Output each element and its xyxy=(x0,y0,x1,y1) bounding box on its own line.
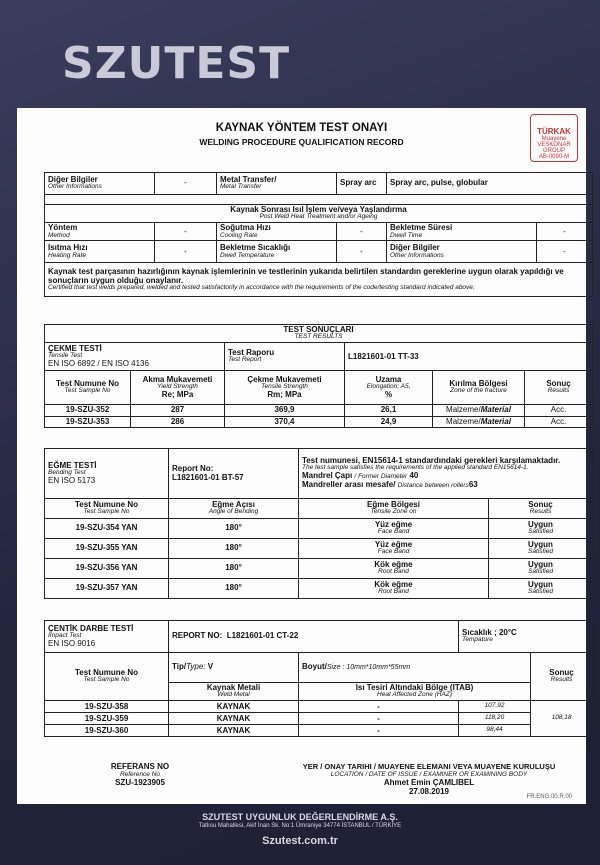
metal-transfer-label: Metal Transfer/ Metal Transfer xyxy=(217,173,337,195)
title-tr: KAYNAK YÖNTEM TEST ONAYI xyxy=(215,122,388,134)
document-code: FR.ENG.00.R.00 xyxy=(526,794,572,800)
impact-test-label: ÇENTİK DARBE TESTİ Impact Test EN ISO 9016 xyxy=(45,621,169,653)
table-row: 19-SZU-360 KAYNAK - 98,44 xyxy=(45,725,593,737)
tensile-test-table: TEST SONUÇLARI TEST RESULTS ÇEKME TESTİ Tensile Test EN ISO 6892 / EN ISO 4136 Test Raporu Test Report L1821601-01 TT-33 Test Numune No Test Sample No Akma Mukavemeti Yield Strength Re; MPa Çekme Mukavemeti Tensile Strength Rm; MPa Uzama Elongation; A5, % Kırılma Bölgesi Zone of the fracture Sonuç Results 19-SZU-352 287 369,9 26,1 Malzeme/Material Acc. 19-SZU-353 286 370,4 24,9 Malzeme/Material Acc. xyxy=(44,324,593,428)
metal-transfer-desc: Spray arc, pulse, globular xyxy=(387,173,593,195)
info-table: Diğer Bilgiler Other Informations - Metal Transfer/ Metal Transfer Spray arc Spray arc, pulse, globular Kaynak Sonrası Isıl İşlem ve/veya Yaşlandırma Post Weld Heat Treatment and/or Ageing Yöntem Method - Soğutma Hızı Cooling Rate - Bekletme Süresi Dwell Time - Isıtma Hızı Heating Rate - Bekletme Sıcaklığı Dwell Temperature - Diğer Bilgiler Other Informations - Kaynak test parçasının hazırlığının kaynak işlemlerinin ve testlerinin yukarıda belirtilen standardın gereklerine uygun olarak yapıldığı ve sonuçların uygun olduğu onaylanır. Certified that test welds prepared, welded and tested satisfactorily in accordance with the requirements of the code/testing standard indicated above. xyxy=(44,172,593,297)
bend-test-table: EĞME TESTİ Bending Test EN ISO 5173 Report No: L1821601-01 BT-57 Test numunesi, EN15614-1 standardındaki gerekleri karşılamaktadır. The test sample satisfies the requirements of the applied standard EN15614-1. Mandrel Çapı / Former Diameter 40 Mandreller arası mesafe/ Distance between rollers63 Test Numune No Test Sample No Eğme Açısı Angle of Bending Eğme Bölgesi Tensile Zone on Sonuç Results 19-SZU-354 YAN 180° Yüz eğme Face Band Uygun Satisfied 19-SZU-355 YAN 180° Yüz eğme Face Band Uygun Satisfied 19-SZU-356 YAN 180° Kök eğme Root Band Uygun Satisfied 19-SZU-357 YAN 180° Kök eğme Root Band Uygun Satisfied xyxy=(44,448,593,599)
other-info-label: Diğer Bilgiler Other Informations xyxy=(45,173,155,195)
other-info-value: - xyxy=(155,173,217,195)
table-row: 19-SZU-354 YAN 180° Yüz eğme Face Band Uygun Satisfied xyxy=(45,519,593,539)
website-link[interactable]: Szutest.com.tr xyxy=(262,835,338,847)
table-row: 19-SZU-355 YAN 180° Yüz eğme Face Band Uygun Satisfied xyxy=(45,539,593,559)
table-row: 19-SZU-356 YAN 180° Kök eğme Root Band Uygun Satisfied xyxy=(45,559,593,579)
impact-test-table: ÇENTİK DARBE TESTİ Impact Test EN ISO 9016 REPORT NO: L1821601-01 CT-22 Sıcaklık ; 20°C Tempature Test Numune No Test Sample No Tip/Type: V Boyut/Size : 10mm*10mm*55mm Sonuç Results Kaynak Metali Weld Metal Isı Tesiri Altındaki Bölge (ITAB) Heat Affected Zone (HAZ) 19-SZU-358 KAYNAK - 107,92 108,18 19-SZU-359 KAYNAK - 118,20 19-SZU-360 KAYNAK - 98,44 xyxy=(44,620,593,737)
reference-number: SZU-1923905 xyxy=(115,778,165,787)
certification-statement: Kaynak test parçasının hazırlığının kaynak işlemlerinin ve testlerinin yukarıda belirtilen standardın gereklerine uygun olarak yapıldığı ve sonuçların uygun olduğu onaylanır. Certified that test welds prepared, welded and tested satisfactorily in accordance with the requirements of the code/testing standard indicated above. xyxy=(45,263,593,297)
table-row: 19-SZU-353 286 370,4 24,9 Malzeme/Material Acc. xyxy=(45,416,593,427)
metal-transfer-value: Spray arc xyxy=(337,173,387,195)
signature-block: REFERANS NO Reference No SZU-1923905 YER / ONAY TARIHI / MUAYENE ELEMANI VEYA MUAYENE KURULUŞU LOCATION / DATE OF ISSUE / EXAMINER OR EXAMINING BODY Ahmet Emin ÇAMLIBEL 27.08.2019 xyxy=(44,760,592,805)
certificate-sheet xyxy=(17,108,586,804)
tensile-report-no: L1821601-01 TT-33 xyxy=(345,343,593,371)
table-row: 19-SZU-357 YAN 180° Kök eğme Root Band Uygun Satisfied xyxy=(45,579,593,599)
szutest-logo: SZUTEST xyxy=(62,38,291,89)
impact-average: 108,18 xyxy=(531,701,593,737)
document-header xyxy=(17,108,586,163)
approval-date: 27.08.2019 xyxy=(408,787,450,796)
pwht-heading: Kaynak Sonrası Isıl İşlem ve/veya Yaşlandırma Post Weld Heat Treatment and/or Ageing xyxy=(45,205,593,223)
table-row: 19-SZU-359 KAYNAK - 118,20 xyxy=(45,713,593,725)
table-row: 19-SZU-352 287 369,9 26,1 Malzeme/Material Acc. xyxy=(45,405,593,416)
table-row: 19-SZU-358 KAYNAK - 107,92 108,18 xyxy=(45,701,593,713)
test-results-heading: TEST SONUÇLARI TEST RESULTS xyxy=(45,325,593,343)
title-en: WELDING PROCEDURE QUALIFICATION RECORD xyxy=(199,137,404,147)
examiner-name: Ahmet Emin ÇAMLIBEL xyxy=(383,778,475,787)
turkak-accreditation-badge: TÜRKAK Muayene VESKONAR GROUP AB-0090-M xyxy=(530,114,578,162)
tensile-test-label: ÇEKME TESTİ Tensile Test EN ISO 6892 / EN ISO 4136 xyxy=(45,343,225,371)
bend-test-note: Test numunesi, EN15614-1 standardındaki gerekleri karşılamaktadır. The test sample satisfies the requirements of the applied standard EN15614-1. Mandrel Çapı / Former Diameter 40 Mandreller arası mesafe/ Distance between rollers63 xyxy=(299,449,593,499)
page-footer: SZUTEST UYGUNLUK DEĞERLENDİRME A.Ş. Tatlısu Mahallesi, Akif İnan Sk. No:1 Ümraniye 34774 İSTANBUL / TÜRKİYE Szutest.com.tr xyxy=(0,812,600,847)
bend-test-label: EĞME TESTİ Bending Test EN ISO 5173 xyxy=(45,449,169,499)
